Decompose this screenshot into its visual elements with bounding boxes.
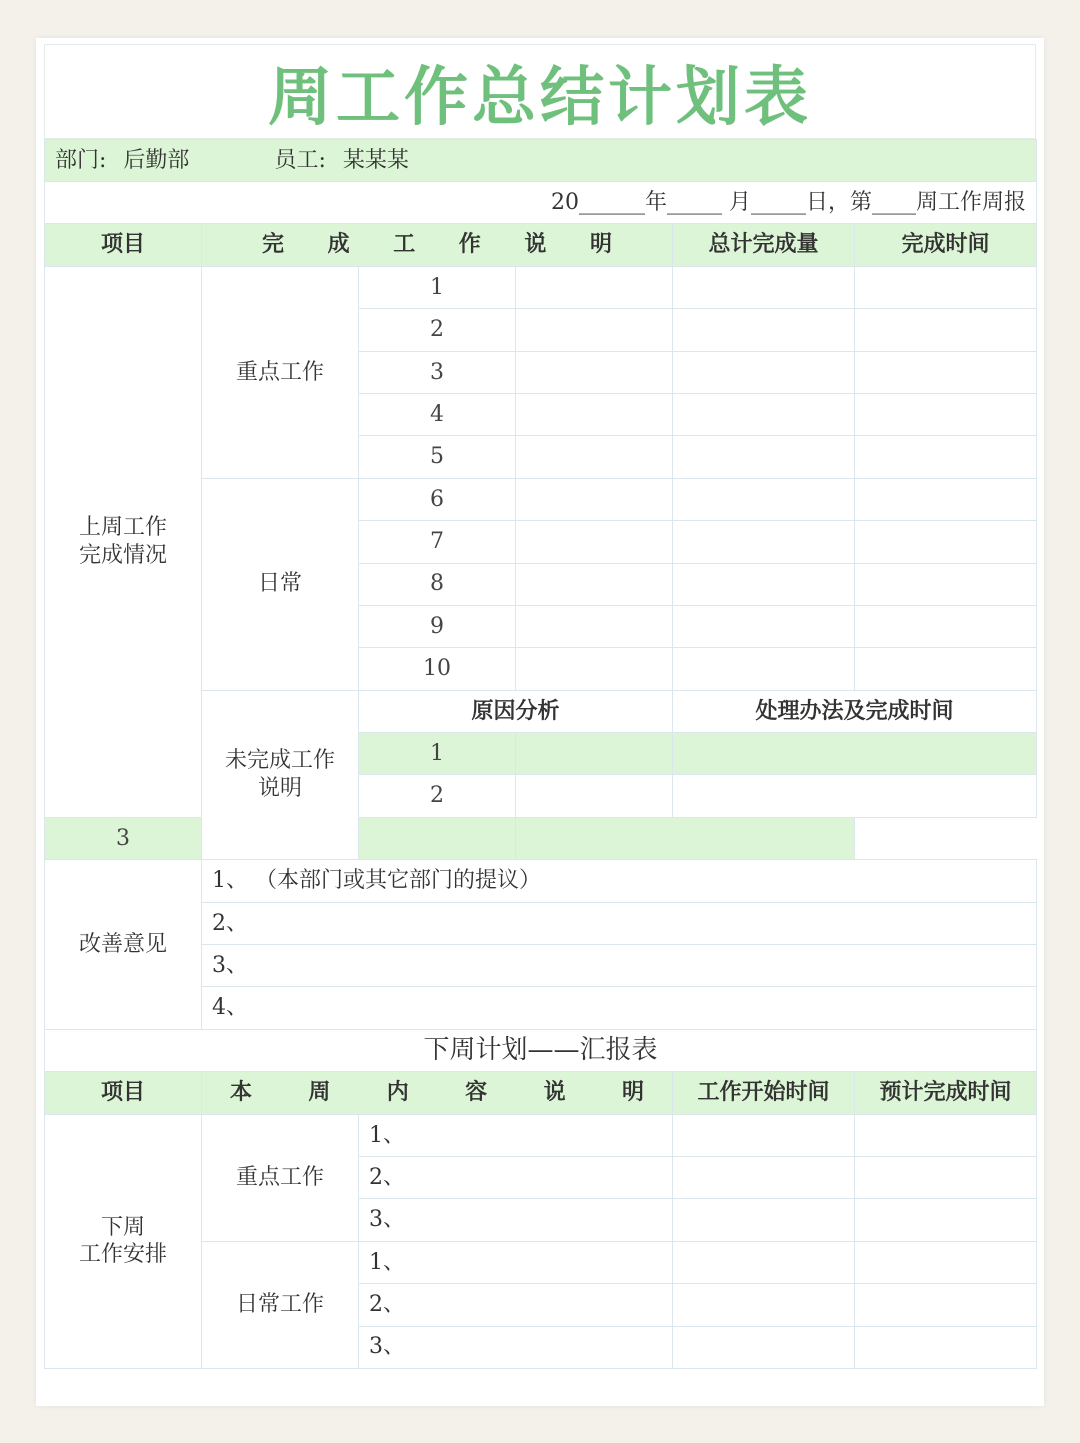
table-row — [45, 817, 1037, 859]
start-cell[interactable] — [673, 1156, 855, 1198]
total-cell[interactable] — [673, 393, 855, 435]
total-cell[interactable] — [673, 309, 855, 351]
finish-cell[interactable] — [855, 436, 1037, 478]
dept-label: 部门: — [55, 147, 107, 173]
total-cell[interactable] — [673, 266, 855, 308]
total-cell[interactable] — [673, 351, 855, 393]
plan-item[interactable]: 2、 — [359, 1284, 673, 1326]
header-item: 项目 — [45, 1072, 202, 1114]
page-title: 周工作总结计划表 — [44, 44, 1036, 139]
plan-item[interactable]: 2、 — [359, 1156, 673, 1198]
plan-item[interactable]: 3、 — [359, 1326, 673, 1368]
work-desc-cell[interactable] — [516, 309, 673, 351]
next-key-work-label: 重点工作 — [202, 1114, 359, 1241]
header-start-time: 工作开始时间 — [673, 1072, 855, 1114]
row-number: 8 — [359, 563, 516, 605]
finish-cell[interactable] — [855, 563, 1037, 605]
table-row — [45, 1114, 1037, 1156]
finish-cell[interactable] — [855, 351, 1037, 393]
solution-header: 处理办法及完成时间 — [673, 690, 1037, 732]
start-cell[interactable] — [673, 1284, 855, 1326]
staff-value[interactable]: 某某某 — [342, 147, 409, 173]
date-line[interactable]: 20______年_____ 月_____日，第____周工作周报 — [45, 182, 1037, 224]
finish-cell[interactable] — [855, 309, 1037, 351]
dept-value[interactable]: 后勤部 — [123, 147, 190, 173]
improvement-item[interactable]: 3、 — [202, 945, 1037, 987]
header-char: 明 — [621, 1080, 644, 1106]
reason-cell[interactable] — [516, 733, 673, 775]
expected-cell[interactable] — [855, 1199, 1037, 1241]
finish-cell[interactable] — [855, 478, 1037, 520]
header-content-desc — [202, 1072, 673, 1114]
next-week-label: 下周 工作安排 — [45, 1114, 202, 1368]
expected-cell[interactable] — [855, 1284, 1037, 1326]
header-work-desc — [202, 224, 673, 266]
info-row — [45, 140, 1037, 182]
header-char: 容 — [465, 1080, 488, 1106]
row-number: 2 — [359, 775, 516, 817]
improvement-item[interactable]: 4、 — [202, 987, 1037, 1029]
work-desc-cell[interactable] — [516, 266, 673, 308]
reason-cell[interactable] — [359, 817, 516, 859]
row-number: 1 — [359, 733, 516, 775]
incomplete-label: 未完成工作 说明 — [202, 690, 359, 860]
table-row — [45, 266, 1037, 308]
expected-cell[interactable] — [855, 1114, 1037, 1156]
header-char: 明 — [589, 232, 612, 258]
row-number: 9 — [359, 605, 516, 647]
weekly-report-table — [44, 139, 1037, 1369]
header-char: 完 — [262, 232, 285, 258]
finish-cell[interactable] — [855, 605, 1037, 647]
start-cell[interactable] — [673, 1114, 855, 1156]
header-char: 说 — [524, 232, 547, 258]
daily-label: 日常 — [202, 478, 359, 690]
reason-header: 原因分析 — [359, 690, 673, 732]
total-cell[interactable] — [673, 563, 855, 605]
start-cell[interactable] — [673, 1199, 855, 1241]
header-char: 周 — [308, 1080, 331, 1106]
row-number: 3 — [359, 351, 516, 393]
key-work-label: 重点工作 — [202, 266, 359, 478]
header-char: 说 — [543, 1080, 566, 1106]
header-char: 内 — [386, 1080, 409, 1106]
date-row — [45, 182, 1037, 224]
start-cell[interactable] — [673, 1241, 855, 1283]
finish-cell[interactable] — [855, 266, 1037, 308]
next-week-header-row — [45, 1072, 1037, 1114]
row-number: 10 — [359, 648, 516, 690]
row-number: 3 — [45, 817, 202, 859]
next-week-title-row — [45, 1029, 1037, 1071]
row-number: 5 — [359, 436, 516, 478]
work-desc-cell[interactable] — [516, 436, 673, 478]
header-total: 总计完成量 — [673, 224, 855, 266]
next-week-title: 下周计划——汇报表 — [45, 1029, 1037, 1071]
finish-cell[interactable] — [855, 393, 1037, 435]
work-desc-cell[interactable] — [516, 393, 673, 435]
improvement-item[interactable]: 2、 — [202, 902, 1037, 944]
work-desc-cell[interactable] — [516, 521, 673, 563]
total-cell[interactable] — [673, 478, 855, 520]
header-finish-time: 完成时间 — [855, 224, 1037, 266]
work-desc-cell[interactable] — [516, 478, 673, 520]
header-char: 工 — [393, 232, 416, 258]
solution-cell[interactable] — [673, 733, 1037, 775]
row-number: 6 — [359, 478, 516, 520]
improvement-label: 改善意见 — [45, 860, 202, 1030]
header-char: 成 — [327, 232, 350, 258]
last-week-label: 上周工作 完成情况 — [45, 266, 202, 817]
total-cell[interactable] — [673, 436, 855, 478]
plan-item[interactable]: 1、 — [359, 1241, 673, 1283]
finish-cell[interactable] — [855, 521, 1037, 563]
staff-label: 员工: — [274, 147, 326, 173]
work-desc-cell[interactable] — [516, 605, 673, 647]
solution-cell[interactable] — [516, 817, 855, 859]
reason-cell[interactable] — [516, 775, 673, 817]
next-daily-label: 日常工作 — [202, 1241, 359, 1368]
row-number: 7 — [359, 521, 516, 563]
expected-cell[interactable] — [855, 1156, 1037, 1198]
plan-item[interactable]: 3、 — [359, 1199, 673, 1241]
start-cell[interactable] — [673, 1326, 855, 1368]
total-cell[interactable] — [673, 605, 855, 647]
expected-cell[interactable] — [855, 1241, 1037, 1283]
row-number: 2 — [359, 309, 516, 351]
plan-item[interactable]: 1、 — [359, 1114, 673, 1156]
section1-header-row — [45, 224, 1037, 266]
solution-cell[interactable] — [673, 775, 1037, 817]
row-number: 1 — [359, 266, 516, 308]
work-desc-cell[interactable] — [516, 351, 673, 393]
header-char: 作 — [458, 232, 481, 258]
finish-cell[interactable] — [855, 648, 1037, 690]
header-item: 项目 — [45, 224, 202, 266]
work-desc-cell[interactable] — [516, 648, 673, 690]
row-number: 4 — [359, 393, 516, 435]
total-cell[interactable] — [673, 521, 855, 563]
improvement-item[interactable]: 1、 （本部门或其它部门的提议） — [202, 860, 1037, 902]
table-row — [45, 860, 1037, 902]
work-desc-cell[interactable] — [516, 563, 673, 605]
total-cell[interactable] — [673, 648, 855, 690]
header-expected-time: 预计完成时间 — [855, 1072, 1037, 1114]
header-char: 本 — [230, 1080, 253, 1106]
expected-cell[interactable] — [855, 1326, 1037, 1368]
